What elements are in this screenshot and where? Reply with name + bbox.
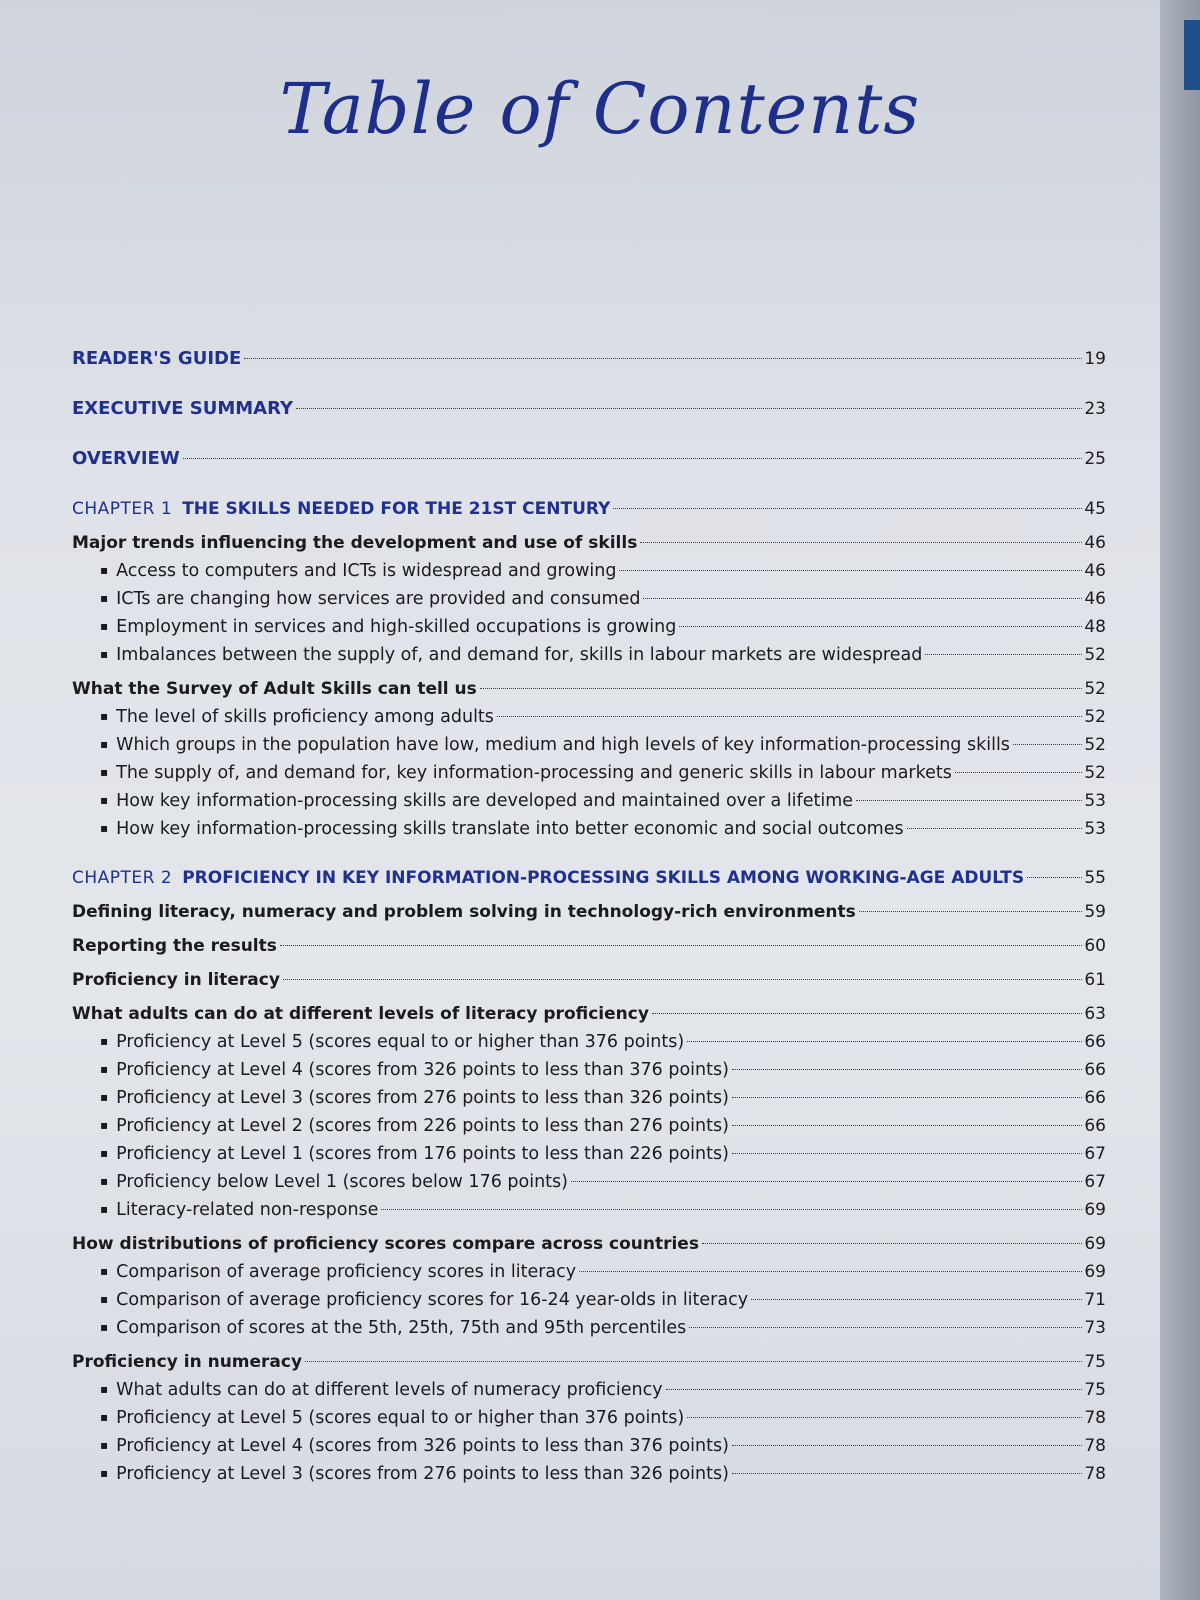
page-number: 55 (1084, 868, 1106, 888)
dot-leader (283, 979, 1082, 980)
page-title: Table of Contents (279, 68, 921, 150)
page-number: 52 (1084, 645, 1106, 665)
toc-item[interactable] (72, 1432, 1106, 1460)
toc-section-label: Proficiency in literacy (72, 970, 280, 990)
dot-leader (751, 1299, 1082, 1300)
page-number: 52 (1084, 735, 1106, 755)
page-number: 63 (1084, 1004, 1106, 1024)
dot-leader (613, 508, 1082, 509)
dot-leader (859, 911, 1083, 912)
page-number: 78 (1084, 1436, 1106, 1456)
toc-item[interactable] (72, 1286, 1106, 1314)
page-number: 67 (1084, 1172, 1106, 1192)
page-number: 46 (1084, 589, 1106, 609)
dot-leader (955, 772, 1082, 773)
toc-item-label: ▪ Proficiency at Level 2 (scores from 226 points to less than 276 points) (100, 1112, 729, 1141)
toc-entry-front-label: READER'S GUIDE (72, 348, 242, 369)
toc-item-label: ▪ Literacy-related non-response (100, 1196, 378, 1225)
toc-section[interactable] (72, 932, 1106, 960)
toc-item-label: ▪ Employment in services and high-skilled occupations is growing (100, 613, 676, 642)
toc-item-label: ▪ How key information-processing skills are developed and maintained over a lifetime (100, 787, 853, 816)
dot-leader (732, 1069, 1082, 1070)
toc-section[interactable] (72, 675, 1106, 703)
dot-leader (497, 716, 1082, 717)
toc-section[interactable] (72, 1000, 1106, 1028)
page-number: 66 (1084, 1060, 1106, 1080)
toc-item-label: ▪ Proficiency at Level 3 (scores from 276 points to less than 326 points) (100, 1084, 729, 1113)
toc-item-label: ▪ Comparison of scores at the 5th, 25th, 75th and 95th percentiles (100, 1314, 686, 1343)
toc-section[interactable] (72, 1230, 1106, 1258)
chapter-number: CHAPTER 2 (72, 868, 173, 888)
toc-item-label: ▪ What adults can do at different levels of numeracy proficiency (100, 1376, 663, 1405)
dot-leader (579, 1271, 1082, 1272)
page-number: 59 (1084, 902, 1106, 922)
dot-leader (1027, 877, 1082, 878)
page-number: 45 (1084, 499, 1106, 519)
page-number: 53 (1084, 819, 1106, 839)
page-number: 78 (1084, 1408, 1106, 1428)
toc-item[interactable] (72, 1084, 1106, 1112)
toc-item[interactable] (72, 1460, 1106, 1488)
toc-item-label: ▪ Access to computers and ICTs is widespread and growing (100, 557, 616, 586)
chapter-heading[interactable] (72, 495, 1106, 523)
dot-leader (856, 800, 1082, 801)
toc-item[interactable] (72, 1258, 1106, 1286)
dot-leader (244, 358, 1082, 359)
dot-leader (687, 1417, 1082, 1418)
chapter-heading-text (72, 495, 610, 523)
page-number: 23 (1084, 399, 1106, 419)
dot-leader (652, 1013, 1082, 1014)
dot-leader (296, 408, 1082, 409)
toc-item-label: ▪ Which groups in the population have low, medium and high levels of key information-processing skills (100, 731, 1010, 760)
dot-leader (183, 458, 1083, 459)
toc-item[interactable] (72, 815, 1106, 843)
table-of-contents (72, 345, 1106, 1494)
toc-item[interactable] (72, 1028, 1106, 1056)
dot-leader (689, 1327, 1082, 1328)
dot-leader (305, 1361, 1082, 1362)
toc-item-label: ▪ Proficiency at Level 5 (scores equal to or higher than 376 points) (100, 1028, 684, 1057)
page-number: 66 (1084, 1032, 1106, 1052)
spacer (72, 473, 1106, 495)
toc-entry-front-label: EXECUTIVE SUMMARY (72, 398, 294, 419)
page-number: 67 (1084, 1144, 1106, 1164)
toc-section[interactable] (72, 529, 1106, 557)
toc-section[interactable] (72, 1348, 1106, 1376)
toc-item-label: ▪ Proficiency below Level 1 (scores below 176 points) (100, 1168, 568, 1197)
toc-item[interactable] (72, 641, 1106, 669)
dot-leader (732, 1473, 1082, 1474)
toc-item-label: ▪ The level of skills proficiency among adults (100, 703, 494, 732)
dot-leader (732, 1097, 1082, 1098)
toc-item-label: ▪ Comparison of average proficiency scores in literacy (100, 1258, 576, 1287)
page-number: 52 (1084, 763, 1106, 783)
toc-item[interactable] (72, 557, 1106, 585)
page-number: 69 (1084, 1200, 1106, 1220)
toc-section-label: How distributions of proficiency scores compare across countries (72, 1234, 699, 1254)
toc-section-label: What adults can do at different levels of literacy proficiency (72, 1004, 649, 1024)
dot-leader (480, 688, 1083, 689)
toc-item-label: ▪ Proficiency at Level 4 (scores from 326 points to less than 376 points) (100, 1056, 729, 1085)
toc-item-label: ▪ The supply of, and demand for, key information-processing and generic skills in labour markets (100, 759, 952, 788)
spacer (72, 423, 1106, 445)
page-number: 69 (1084, 1262, 1106, 1282)
page-number: 73 (1084, 1318, 1106, 1338)
toc-section-label: Defining literacy, numeracy and problem solving in technology-rich environments (72, 902, 856, 922)
toc-item-label: ▪ Imbalances between the supply of, and demand for, skills in labour markets are widespread (100, 641, 922, 670)
dot-leader (702, 1243, 1082, 1244)
toc-entry-front[interactable] (72, 395, 1106, 423)
dot-leader (643, 598, 1082, 599)
toc-section-label: Reporting the results (72, 936, 277, 956)
page-number: 60 (1084, 936, 1106, 956)
dot-leader (381, 1209, 1082, 1210)
toc-item[interactable] (72, 585, 1106, 613)
toc-item[interactable] (72, 613, 1106, 641)
dot-leader (280, 945, 1082, 946)
toc-entry-front-label: OVERVIEW (72, 448, 180, 469)
toc-item[interactable] (72, 1404, 1106, 1432)
dot-leader (732, 1125, 1082, 1126)
chapter-title: THE SKILLS NEEDED FOR THE 21ST CENTURY (182, 499, 611, 519)
toc-item[interactable] (72, 731, 1106, 759)
dot-leader (907, 828, 1083, 829)
toc-section-label: Major trends influencing the development and use of skills (72, 533, 638, 553)
page-number: 25 (1084, 449, 1106, 469)
page-number: 52 (1084, 707, 1106, 727)
toc-item-label: ▪ How key information-processing skills translate into better economic and social outcomes (100, 815, 904, 844)
dot-leader (732, 1153, 1082, 1154)
spacer (72, 849, 1106, 864)
toc-item-label: ▪ Proficiency at Level 4 (scores from 326 points to less than 376 points) (100, 1432, 729, 1461)
page-number: 48 (1084, 617, 1106, 637)
page-number: 78 (1084, 1464, 1106, 1484)
page-number: 66 (1084, 1088, 1106, 1108)
toc-item[interactable] (72, 1196, 1106, 1224)
dot-leader (732, 1445, 1082, 1446)
spacer (72, 373, 1106, 395)
page-number: 71 (1084, 1290, 1106, 1310)
toc-item[interactable] (72, 1168, 1106, 1196)
toc-item[interactable] (72, 787, 1106, 815)
page-number: 66 (1084, 1116, 1106, 1136)
toc-item-label: ▪ ICTs are changing how services are provided and consumed (100, 585, 640, 614)
dot-leader (679, 626, 1082, 627)
dot-leader (666, 1389, 1083, 1390)
toc-entry-front[interactable] (72, 345, 1106, 373)
toc-item-label: ▪ Proficiency at Level 5 (scores equal to or higher than 376 points) (100, 1404, 684, 1433)
toc-item[interactable] (72, 1314, 1106, 1342)
page-number: 75 (1084, 1380, 1106, 1400)
toc-item[interactable] (72, 1376, 1106, 1404)
dot-leader (1013, 744, 1082, 745)
toc-item[interactable] (72, 703, 1106, 731)
toc-section[interactable] (72, 898, 1106, 926)
page-number: 53 (1084, 791, 1106, 811)
dot-leader (571, 1181, 1082, 1182)
dot-leader (619, 570, 1082, 571)
page-number: 75 (1084, 1352, 1106, 1372)
dot-leader (687, 1041, 1082, 1042)
page-number: 52 (1084, 679, 1106, 699)
page-number: 46 (1084, 533, 1106, 553)
page-edge (1160, 0, 1200, 1600)
dot-leader (640, 542, 1082, 543)
toc-item[interactable] (72, 1112, 1106, 1140)
toc-section[interactable] (72, 966, 1106, 994)
toc-item[interactable] (72, 1056, 1106, 1084)
chapter-title: PROFICIENCY IN KEY INFORMATION-PROCESSING SKILLS AMONG WORKING-AGE ADULTS (182, 868, 1025, 888)
chapter-heading[interactable] (72, 864, 1106, 892)
toc-item-label: ▪ Proficiency at Level 1 (scores from 176 points to less than 226 points) (100, 1140, 729, 1169)
toc-item-label: ▪ Comparison of average proficiency scores for 16-24 year-olds in literacy (100, 1286, 748, 1315)
toc-section-label: Proficiency in numeracy (72, 1352, 303, 1372)
page-number: 69 (1084, 1234, 1106, 1254)
toc-item[interactable] (72, 759, 1106, 787)
toc-item[interactable] (72, 1140, 1106, 1168)
dot-leader (925, 654, 1082, 655)
page-number: 19 (1084, 349, 1106, 369)
chapter-number: CHAPTER 1 (72, 499, 173, 519)
chapter-heading-text (72, 864, 1024, 892)
toc-section-label: What the Survey of Adult Skills can tell us (72, 679, 477, 699)
page-number: 46 (1084, 561, 1106, 581)
toc-entry-front[interactable] (72, 445, 1106, 473)
toc-item-label: ▪ Proficiency at Level 3 (scores from 276 points to less than 326 points) (100, 1460, 729, 1489)
page-number: 61 (1084, 970, 1106, 990)
